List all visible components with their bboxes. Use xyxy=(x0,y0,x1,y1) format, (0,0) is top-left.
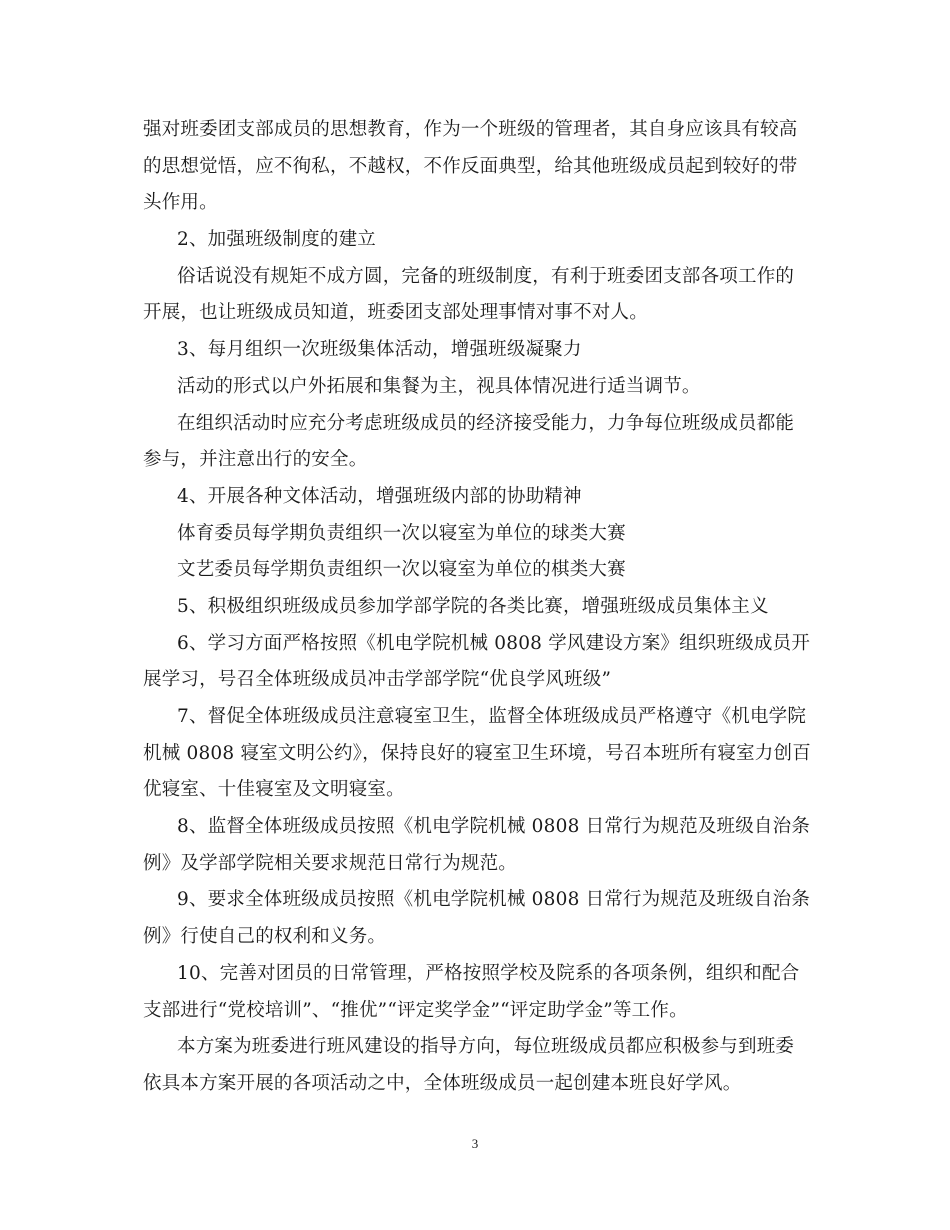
text-line: 在组织活动时应充分考虑班级成员的经济接受能力，力争每位班级成员都能 xyxy=(177,412,795,434)
text-line: 展学习，号召全体班级成员冲击学部学院“优良学风班级” xyxy=(143,669,612,691)
text-line: 头作用。 xyxy=(143,192,218,214)
text-line: 5、积极组织班级成员参加学部学院的各类比赛，增强班级成员集体主义 xyxy=(177,595,769,617)
text-line: 开展，也让班级成员知道，班委团支部处理事情对事不对人。 xyxy=(143,302,648,324)
text-line: 体育委员每学期负责组织一次以寝室为单位的球类大赛 xyxy=(177,522,626,544)
text-line: 本方案为班委进行班风建设的指导方向，每位班级成员都应积极参与到班委 xyxy=(177,1036,795,1058)
page-number: 3 xyxy=(471,1136,479,1151)
document-body xyxy=(143,112,811,1103)
text-line: 10、完善对团员的日常管理，严格按照学校及院系的各项条例，组织和配合 xyxy=(177,962,800,984)
text-line: 9、要求全体班级成员按照《机电学院机械 0808 日常行为规范及班级自治条 xyxy=(177,889,811,911)
text-line: 活动的形式以户外拓展和集餐为主，视具体情况进行适当调节。 xyxy=(177,375,701,397)
text-line: 支部进行“党校培训”、“推优”“评定奖学金”“评定助学金”等工作。 xyxy=(143,999,688,1021)
text-line: 例》行使自己的权利和义务。 xyxy=(143,926,387,948)
text-line: 7、督促全体班级成员注意寝室卫生，监督全体班级成员严格遵守《机电学院 xyxy=(177,706,807,727)
text-line: 的思想觉悟，应不徇私，不越权，不作反面典型，给其他班级成员起到较好的带 xyxy=(143,155,798,177)
text-line: 2、加强班级制度的建立 xyxy=(177,229,376,251)
text-line: 例》及学部学院相关要求规范日常行为规范。 xyxy=(143,852,518,874)
text-line: 强对班委团支部成员的思想教育，作为一个班级的管理者，其自身应该具有较高 xyxy=(143,119,798,140)
text-line: 机械 0808 寝室文明公约》，保持良好的寝室卫生环境，号召本班所有寝室力创百 xyxy=(143,742,811,764)
text-line: 6、学习方面严格按照《机电学院机械 0808 学风建设方案》组织班级成员开 xyxy=(177,632,811,654)
text-line: 3、每月组织一次班级集体活动，增强班级凝聚力 xyxy=(177,339,582,361)
text-line: 优寝室、十佳寝室及文明寝室。 xyxy=(143,779,405,801)
text-line: 参与，并注意出行的安全。 xyxy=(143,449,368,471)
text-line: 依具本方案开展的各项活动之中，全体班级成员一起创建本班良好学风。 xyxy=(143,1072,742,1094)
text-line: 8、监督全体班级成员按照《机电学院机械 0808 日常行为规范及班级自治条 xyxy=(177,816,811,838)
text-line: 文艺委员每学期负责组织一次以寝室为单位的棋类大赛 xyxy=(177,559,626,581)
text-line: 4、开展各种文体活动，增强班级内部的协助精神 xyxy=(177,485,582,507)
text-line: 俗话说没有规矩不成方圆，完备的班级制度，有利于班委团支部各项工作的 xyxy=(177,265,795,287)
